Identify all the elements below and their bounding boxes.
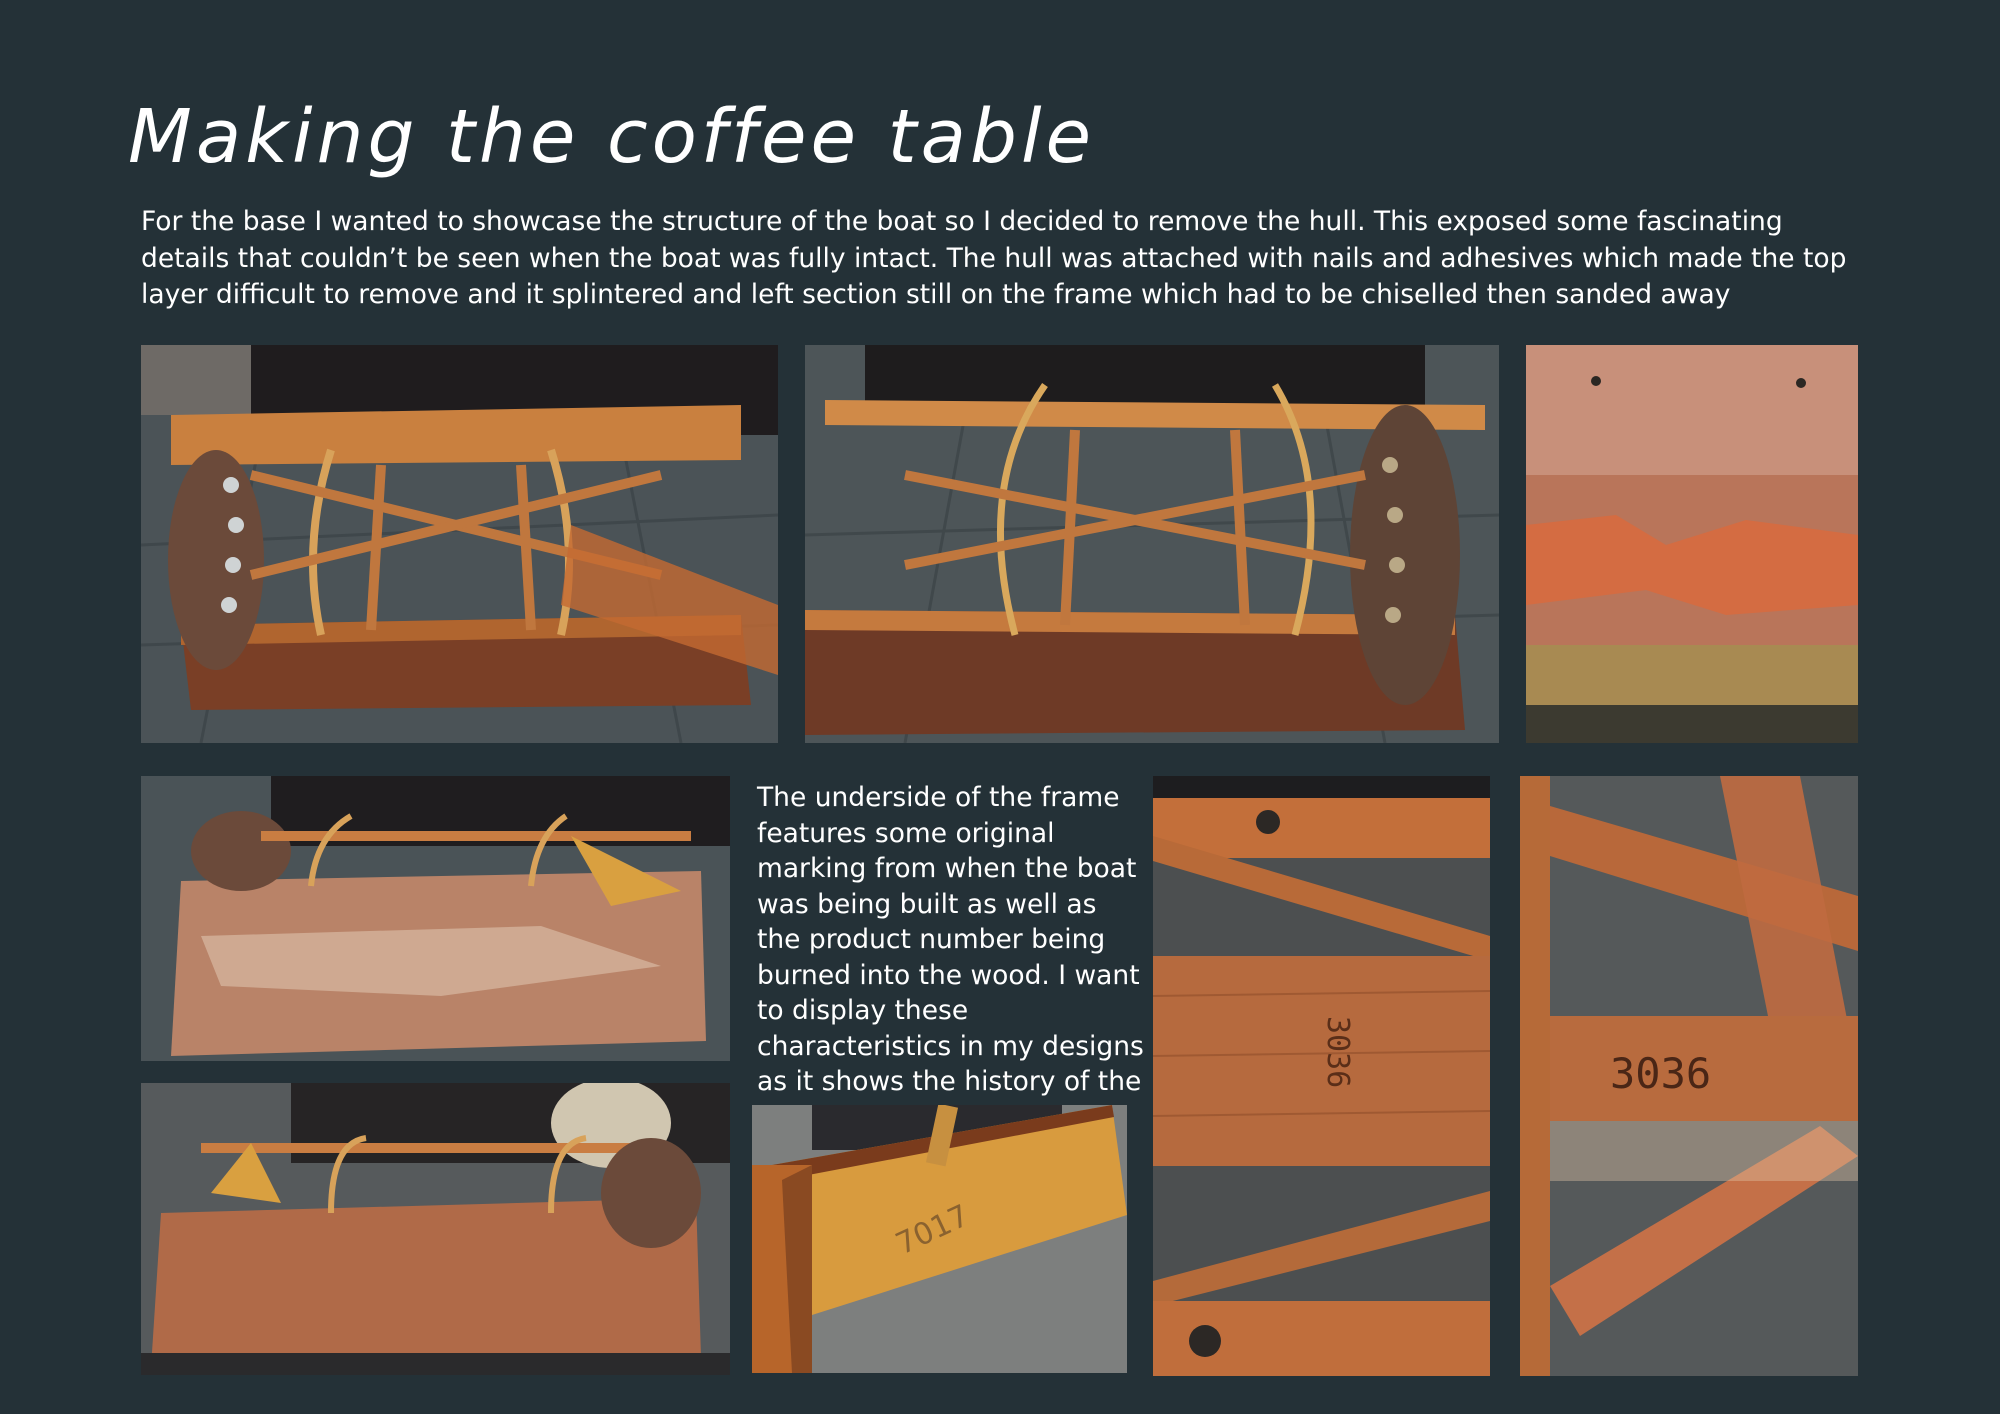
intro-paragraph: For the base I wanted to showcase the structure of the boat so I decided to remove the hull. This exposed some fascinating details that couldn’t be seen when the boat was fully intact. The hull was attached with nails and adhesives which made the top layer difficult to remove and it splintered and left section still on the frame which had to be chiselled then sanded away bbox=[141, 206, 1847, 310]
photo-frame-side-plank bbox=[141, 776, 730, 1061]
photo-pencil-marking-closeup bbox=[752, 1105, 1127, 1373]
photo-burned-number-horizontal bbox=[1520, 776, 1858, 1376]
burned-number-text: 3036 bbox=[1320, 1016, 1355, 1089]
photo-splintered-hull-closeup bbox=[1526, 345, 1858, 743]
page-title: Making the coffee table bbox=[128, 94, 1096, 180]
svg-text:7017: 7017 bbox=[890, 1198, 975, 1263]
underside-description: The underside of the frame features some original marking from when the boat was being built as well as the product number being burned into the wood. I want to display these characteristics in my designs as it shows the history of the bbox=[757, 782, 1144, 1097]
photo-frame-front-right bbox=[805, 345, 1499, 743]
photo-frame-side-sanded bbox=[141, 1083, 730, 1375]
burned-number-closeup-text: 3036 bbox=[1610, 1049, 1712, 1098]
photo-burned-number-vertical bbox=[1153, 776, 1490, 1376]
photo-frame-front-left bbox=[141, 345, 778, 743]
